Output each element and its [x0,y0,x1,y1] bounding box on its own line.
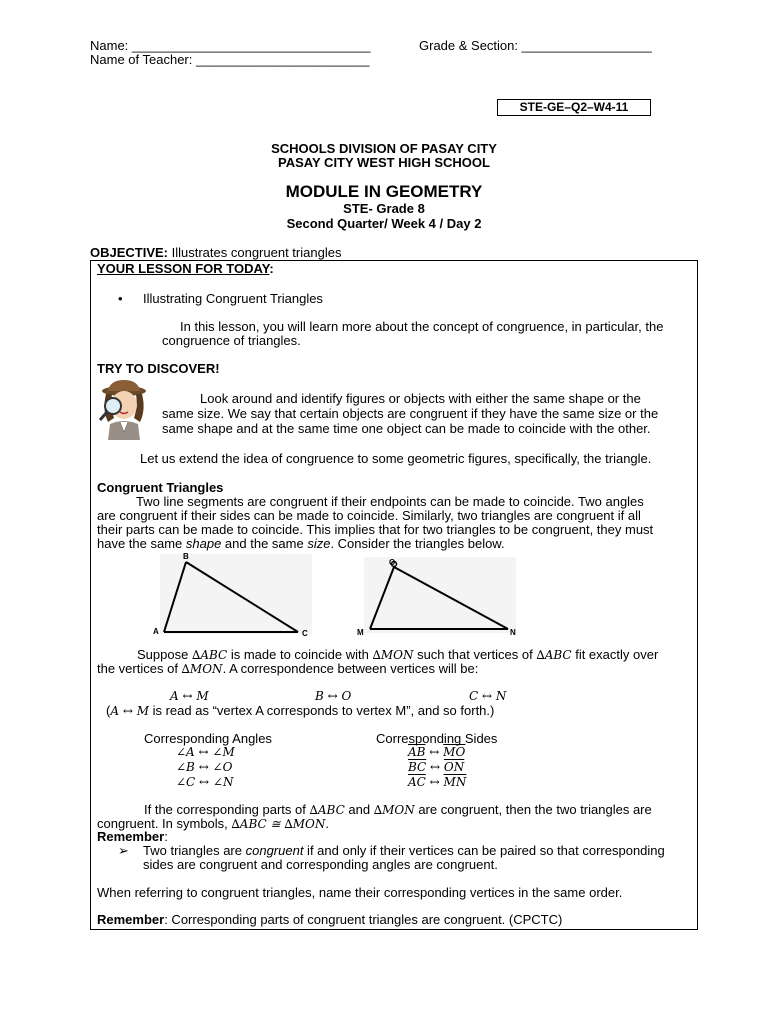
congruent-line-4-a: have the same [97,536,186,551]
name-line [90,38,371,53]
name-blank[interactable]: _________________________________ [131,38,371,53]
school-title: PASAY CITY WEST HIGH SCHOOL [278,155,490,170]
extend-line: Let us extend the idea of congruence to some geometric figures, specifically, the triangle. [140,451,652,466]
intro-line-2: congruence of triangles. [162,333,301,348]
objective-text: Illustrates congruent triangles [168,245,342,260]
side-row-1 [408,745,465,759]
side-row-3-left: $\overline{AC}$ [408,775,426,789]
side-row-1-right: $\overline{MO}$ [443,745,466,759]
remember-2 [97,912,562,927]
suppose-line-2 [97,661,478,676]
lesson-heading [97,261,274,276]
remember-1-a: Two triangles are [143,843,246,858]
congruent-line-4 [97,536,505,551]
congruent-line-3: their parts can be made to coincide. This implies that for two triangles to be congruent, they must [97,522,654,537]
teacher-line [90,52,370,67]
vertex-b-label: B [183,552,189,561]
grade-title: STE- Grade 8 [343,201,425,216]
suppose-f: . A correspondence between vertices will be: [222,661,479,676]
quarter-title: Second Quarter/ Week 4 / Day 2 [286,216,482,231]
side-row-3-right: $\overline{MN}$ [443,775,467,789]
name-label: Name: [90,38,132,53]
suppose-d: fit exactly over [571,647,659,662]
lesson-heading-text: YOUR LESSON FOR TODAY [97,261,270,276]
note-symbol: A ↔ M [110,704,149,718]
module-title: MODULE IN GEOMETRY [285,182,483,201]
suppose-c: such that vertices of [413,647,537,662]
congruent-line-4-b: and the same [221,536,308,551]
discover-line-2: same size. We say that certain objects are congruent if they have the same size or the [162,406,659,421]
conclusion-tri-mon: ∆MON [373,803,415,817]
suppose-b: is made to coincide with [227,647,373,662]
conclusion-d: congruent. In symbols, [97,816,232,831]
correspondence-bo: B ↔ O [315,689,352,703]
division-title: SCHOOLS DIVISION OF PASAY CITY [271,141,497,156]
conclusion-b: and [344,802,374,817]
remember-1-line-2: sides are congruent and corresponding angles are congruent. [143,857,498,872]
objective [90,245,341,260]
congruent-heading: Congruent Triangles [97,480,224,495]
correspondence-cn: C ↔ N [469,689,507,703]
vertex-n-label: N [510,628,516,637]
side-row-1-left: $\overline{AB}$ [408,745,426,759]
vertex-m-label: M [357,628,364,637]
conclusion-tri-abc: ∆ABC [309,803,345,817]
remember-1-line-1 [143,843,665,858]
shape-word: shape [185,536,222,551]
referring-line: When referring to congruent triangles, name their corresponding vertices in the same order. [97,885,623,900]
side-row-3 [408,775,466,789]
grade-blank[interactable]: __________________ [521,38,652,53]
triangle-abc [150,550,322,640]
conclusion-c: are congruent, then the two triangles are [414,802,652,817]
correspondence-note [106,703,494,718]
discover-line-1: Look around and identify figures or objects with either the same shape or the [200,391,641,406]
conclusion-a: If the corresponding parts of [144,802,310,817]
remember-1-b: if and only if their vertices can be paired so that corresponding [303,843,665,858]
bullet-mark: • [118,291,123,306]
grade-label: Grade & Section: [419,38,522,53]
discover-heading: TRY TO DISCOVER! [97,361,220,376]
side-row-3-arrow: ↔ [425,775,444,789]
note-text: is read as “vertex A corresponds to vertex M”, and so forth.) [148,703,495,718]
angle-row-1: ∠A ↔ ∠M [176,745,235,759]
side-row-2 [408,760,464,774]
angles-heading: Corresponding Angles [144,731,272,746]
vertex-a-label: A [153,627,159,636]
remember-1-label: Remember [97,829,165,844]
suppose-e: the vertices of [97,661,182,676]
teacher-label: Name of Teacher: [90,52,196,67]
conclusion-e: . [325,816,329,831]
suppose-tri-abc: ∆ABC [191,648,228,662]
angle-row-2: ∠B ↔ ∠O [176,760,233,774]
vertex-o-label: O [389,558,396,567]
suppose-a: Suppose [137,647,192,662]
side-row-1-arrow: ↔ [425,745,444,759]
suppose-line-1 [137,647,658,662]
discover-line-3: same shape and at the same time one object can be made to coincide with the other. [162,421,651,436]
suppose-tri-abc-2: ∆ABC [536,648,572,662]
module-code: STE-GE–Q2–W4-11 [497,99,651,116]
sides-heading: Corresponding Sides [376,731,498,746]
congruence-symbol-statement: ∆ABC ≅ ∆MON [231,817,326,831]
side-row-2-arrow: ↔ [426,760,444,774]
suppose-tri-mon-2: ∆MON [181,662,223,676]
angle-row-3: ∠C ↔ ∠N [176,775,234,789]
congruent-word: congruent [245,843,304,858]
suppose-tri-mon: ∆MON [372,648,414,662]
remember-1 [97,829,168,844]
side-row-2-left: $\overline{BC}$ [408,760,427,774]
remember-2-label: Remember [97,912,165,927]
bullet-item: Illustrating Congruent Triangles [143,291,323,306]
arrow-bullet-icon: ➢ [118,843,129,858]
intro-line-1: In this lesson, you will learn more about the concept of congruence, in particular, the [180,319,664,334]
vertex-c-label: C [302,629,308,638]
congruent-line-4-c: . Consider the triangles below. [330,536,505,551]
remember-1-colon: : [164,829,168,844]
lesson-heading-colon: : [269,261,274,276]
triangle-mon [356,553,526,639]
side-row-2-right: $\overline{ON}$ [443,760,465,774]
congruent-line-1: Two line segments are congruent if their endpoints can be made to coincide. Two angles [136,494,644,509]
correspondence-am: A ↔ M [170,689,209,703]
congruent-line-2: are congruent if their sides can be made to coincide. Similarly, two triangles are congruent if all [97,508,641,523]
objective-label: OBJECTIVE: [90,245,169,260]
grade-section-line [419,38,652,53]
teacher-blank[interactable]: ________________________ [195,52,370,67]
size-word: size [307,536,331,551]
detective-girl-icon [94,378,156,440]
note-open: ( [106,703,111,718]
remember-2-text: : Corresponding parts of congruent triangles are congruent. (CPCTC) [164,912,563,927]
conclusion-line-1 [144,802,652,817]
